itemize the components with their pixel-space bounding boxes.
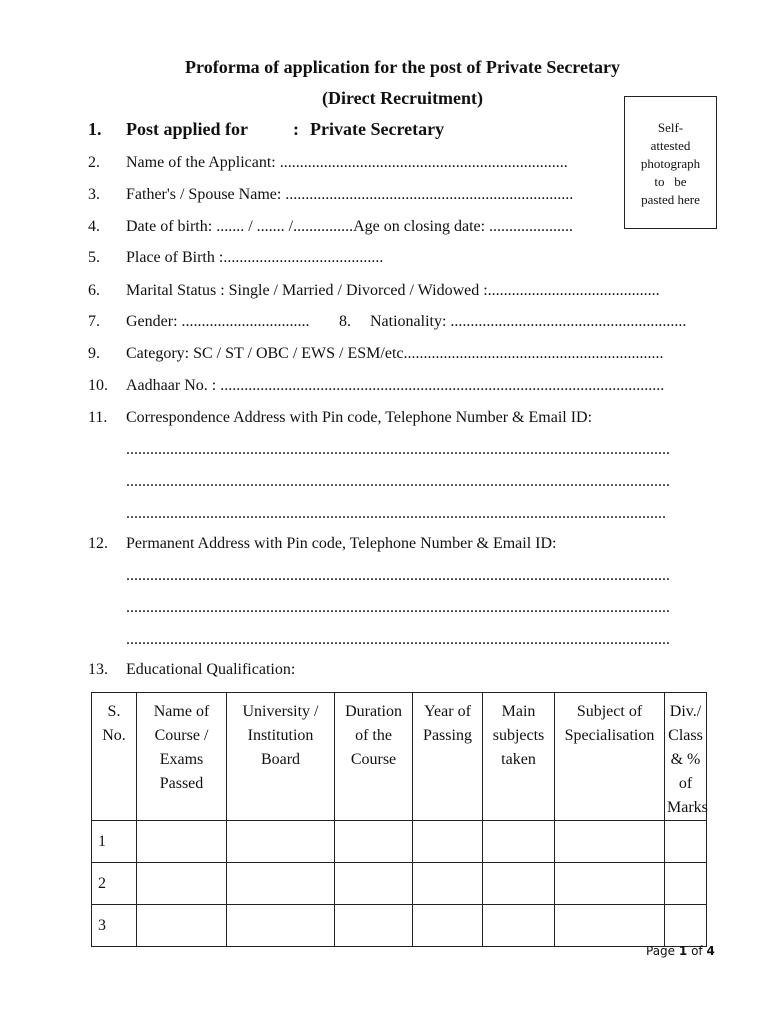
table-cell[interactable] xyxy=(227,821,335,863)
table-cell[interactable] xyxy=(483,863,555,905)
column-header-course: Name of Course / Exams Passed xyxy=(137,693,227,821)
table-cell[interactable] xyxy=(665,821,707,863)
table-row xyxy=(92,863,707,905)
of-word: of xyxy=(691,944,703,958)
post-number: 1. xyxy=(88,119,102,139)
table-cell[interactable] xyxy=(413,863,483,905)
row-number: 1 xyxy=(92,821,137,863)
father-spouse-name-field[interactable]: Father's / Spouse Name: ........................................................................ xyxy=(126,186,574,203)
post-label: Post applied for xyxy=(126,119,249,139)
table-cell[interactable] xyxy=(335,821,413,863)
table-cell[interactable] xyxy=(137,821,227,863)
column-header-division: Div./ Class & % of Marks xyxy=(665,693,707,821)
row-number: 3 xyxy=(92,905,137,947)
table-row xyxy=(92,905,707,947)
table-cell[interactable] xyxy=(137,905,227,947)
table-cell[interactable] xyxy=(665,863,707,905)
correspondence-address-label: Correspondence Address with Pin code, Telephone Number & Email ID: xyxy=(126,409,593,426)
item-number: 10. xyxy=(88,377,108,394)
post-value: Private Secretary xyxy=(310,119,445,139)
table-cell[interactable] xyxy=(335,863,413,905)
row-number: 2 xyxy=(92,863,137,905)
photo-box-line: Self- xyxy=(657,120,684,135)
permanent-address-line[interactable]: ........................................................................................................................................ xyxy=(126,567,670,584)
photo-box-line: attested xyxy=(650,138,691,153)
item-number: 9. xyxy=(88,345,100,362)
table-cell[interactable] xyxy=(483,821,555,863)
table-cell[interactable] xyxy=(555,821,665,863)
photo-box xyxy=(624,96,717,229)
table-cell[interactable] xyxy=(137,863,227,905)
photo-box-line: photograph xyxy=(640,156,701,171)
permanent-address-label: Permanent Address with Pin code, Telephone Number & Email ID: xyxy=(126,535,557,552)
table-cell[interactable] xyxy=(665,905,707,947)
education-table xyxy=(91,692,707,947)
nationality-field[interactable]: Nationality: ........................................................... xyxy=(370,313,687,330)
column-header-sno: S. No. xyxy=(92,693,137,821)
table-cell[interactable] xyxy=(555,905,665,947)
item-number: 11. xyxy=(88,409,108,426)
form-title: Proforma of application for the post of Private Secretary xyxy=(185,57,620,77)
table-cell[interactable] xyxy=(335,905,413,947)
page-footer xyxy=(646,944,715,958)
gender-field[interactable]: Gender: ................................ xyxy=(126,313,310,330)
page-total: 4 xyxy=(706,944,715,958)
photo-box-line: to be xyxy=(654,174,687,189)
item-number: 6. xyxy=(88,282,100,299)
correspondence-address-line[interactable]: ........................................................................................................................................ xyxy=(126,473,670,490)
category-field[interactable]: Category: SC / ST / OBC / EWS / ESM/etc................................................................. xyxy=(126,345,664,362)
table-cell[interactable] xyxy=(413,905,483,947)
page-word: Page xyxy=(646,944,676,958)
form-subtitle: (Direct Recruitment) xyxy=(321,88,484,108)
date-of-birth-field[interactable]: Date of birth: ....... / ....... /...............Age on closing date: ..................... xyxy=(126,218,574,235)
column-header-university: University / Institution Board xyxy=(227,693,335,821)
photo-box-line: pasted here xyxy=(641,192,700,207)
table-cell[interactable] xyxy=(413,821,483,863)
column-header-year: Year of Passing xyxy=(413,693,483,821)
column-header-specialisation: Subject of Specialisation xyxy=(555,693,665,821)
item-number: 13. xyxy=(88,661,108,678)
permanent-address-line[interactable]: ........................................................................................................................................ xyxy=(126,599,670,616)
educational-qualification-label: Educational Qualification: xyxy=(126,661,296,678)
item-number: 8. xyxy=(339,313,351,330)
post-separator: : xyxy=(293,119,299,139)
column-header-main-subjects: Main subjects taken xyxy=(483,693,555,821)
item-number: 3. xyxy=(88,186,100,203)
table-header-row xyxy=(92,693,707,821)
table-cell[interactable] xyxy=(227,863,335,905)
item-number: 4. xyxy=(88,218,100,235)
column-header-duration: Duration of the Course xyxy=(335,693,413,821)
applicant-name-field[interactable]: Name of the Applicant: ........................................................................ xyxy=(126,154,568,171)
item-number: 5. xyxy=(88,249,100,266)
table-cell[interactable] xyxy=(227,905,335,947)
place-of-birth-field[interactable]: Place of Birth :........................................ xyxy=(126,249,384,266)
aadhaar-field[interactable]: Aadhaar No. : ............................................................................................................... xyxy=(126,377,665,394)
item-number: 2. xyxy=(88,154,100,171)
marital-status-field[interactable]: Marital Status : Single / Married / Divorced / Widowed :........................................... xyxy=(126,282,660,299)
permanent-address-line[interactable]: ........................................................................................................................................ xyxy=(126,631,670,648)
item-number: 12. xyxy=(88,535,108,552)
item-number: 7. xyxy=(88,313,100,330)
table-cell[interactable] xyxy=(555,863,665,905)
table-cell[interactable] xyxy=(483,905,555,947)
correspondence-address-line[interactable]: ........................................................................................................................................ xyxy=(126,441,670,458)
correspondence-address-line[interactable]: ....................................................................................................................................... xyxy=(126,505,666,522)
table-row xyxy=(92,821,707,863)
page-number: 1 xyxy=(678,944,688,958)
